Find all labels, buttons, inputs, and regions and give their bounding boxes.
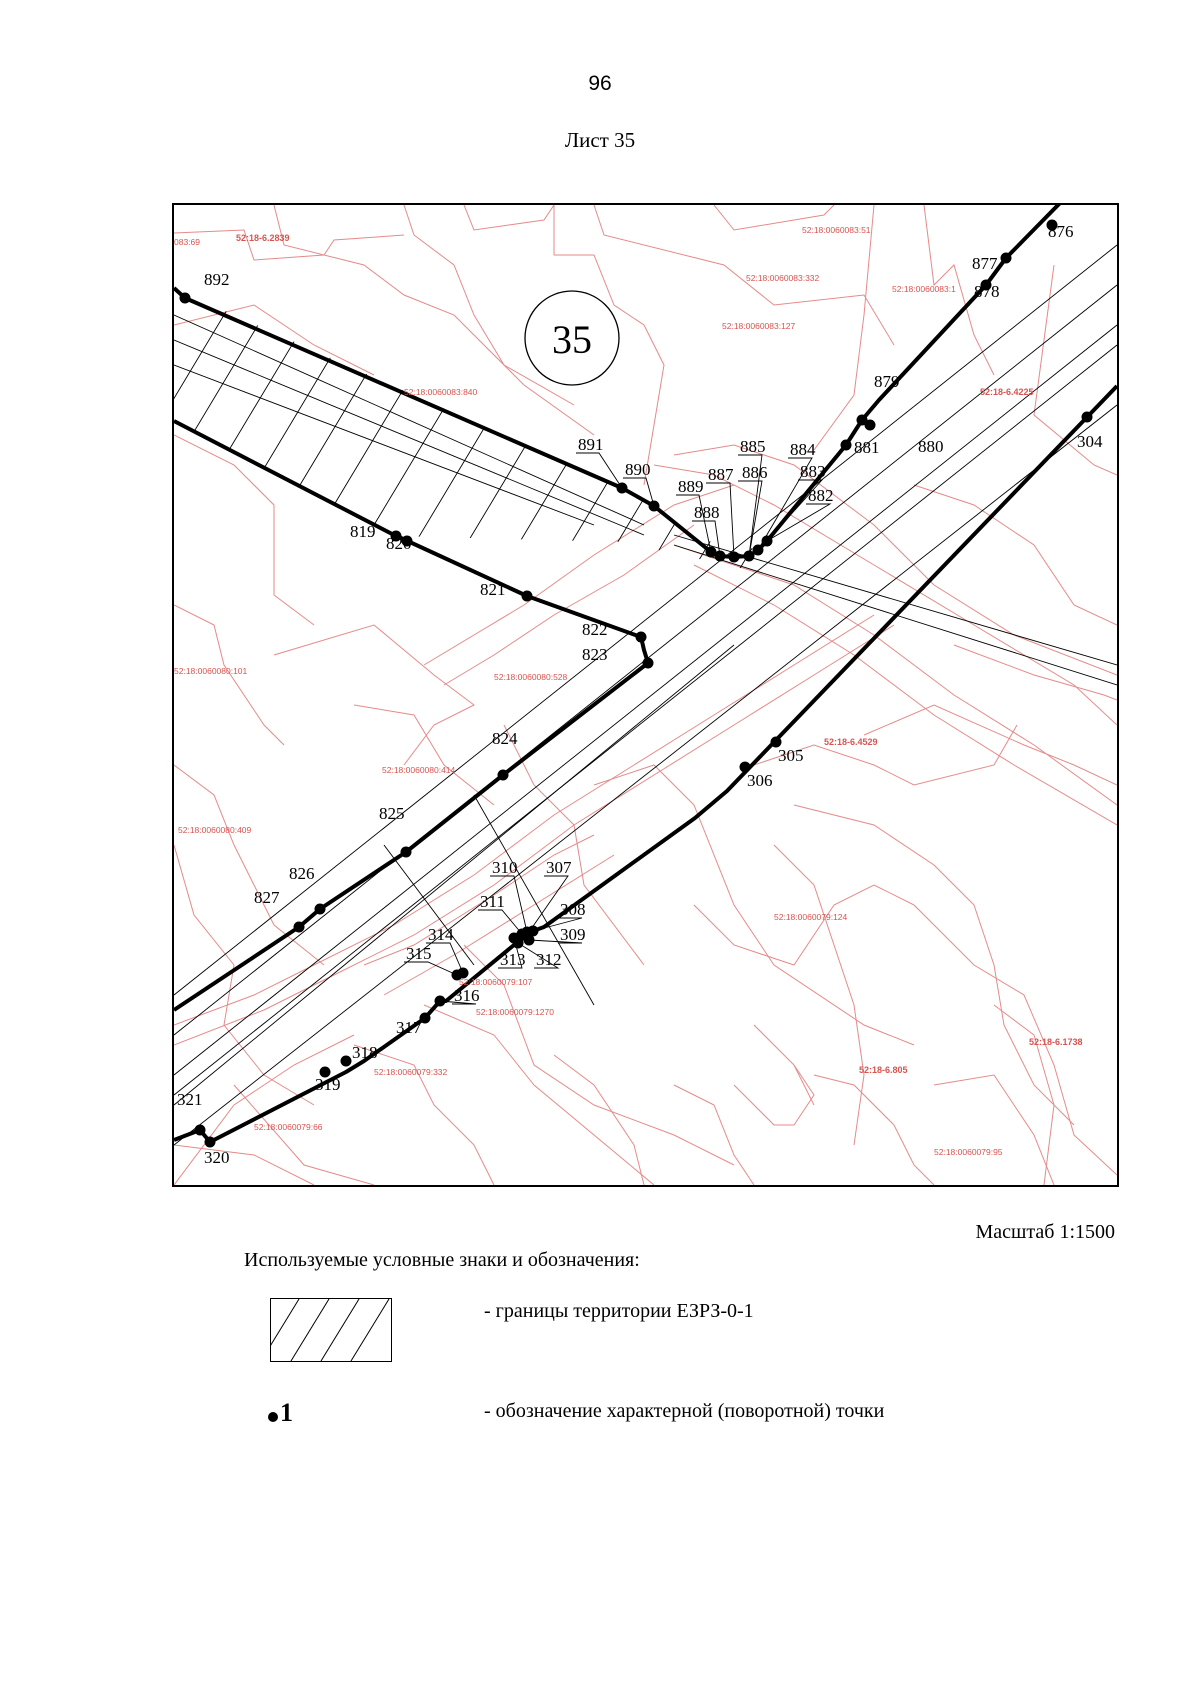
point-label: 889 [678, 477, 704, 496]
point-label: 885 [740, 437, 766, 456]
point-label: 311 [480, 892, 505, 911]
cadastral-label: 52:18:0060080:414 [382, 765, 456, 775]
point-label: 876 [1048, 222, 1074, 241]
cadastral-label: 52:18:0060079:332 [374, 1067, 448, 1077]
cadastral-label: 52:18:0060080:101 [174, 666, 248, 676]
cadastral-labels [174, 225, 1083, 1157]
point-label: 316 [454, 986, 480, 1005]
cadastral-label: 52:18:0060083:332 [746, 273, 820, 283]
point-label: 881 [854, 438, 880, 457]
point-label: 314 [428, 925, 454, 944]
legend-item-point: - обозначение характерной (поворотной) точки [484, 1400, 885, 1422]
point-labels [177, 222, 1103, 1167]
legend-title: Используемые условные знаки и обозначения: [244, 1249, 640, 1271]
point-label: 824 [492, 729, 518, 748]
point-label: 877 [972, 254, 998, 273]
sheet-title: Лист 35 [564, 128, 636, 152]
point-label: 320 [204, 1148, 230, 1167]
point-label: 309 [560, 925, 586, 944]
thin-boundary-lines [174, 245, 1117, 1145]
legend-item-boundary: - границы территории ЕЗРЗ-0-1 [484, 1300, 754, 1322]
cadastral-label: 52:18:0060079:1270 [476, 1007, 554, 1017]
point-label: 823 [582, 645, 608, 664]
vertex-markers [180, 220, 1093, 1148]
point-label: 888 [694, 503, 720, 522]
point-label: 884 [790, 440, 816, 459]
cadastral-label: 52:18:0060083:1 [892, 284, 956, 294]
map-frame [172, 203, 1119, 1187]
point-label: 306 [747, 771, 773, 790]
point-label: 313 [500, 950, 526, 969]
sheet-badge-label: 35 [552, 317, 592, 362]
page-number: 96 [588, 72, 612, 95]
cadastral-label: 52:18:0060083:127 [722, 321, 796, 331]
point-label: 308 [560, 900, 586, 919]
point-label: 315 [406, 944, 432, 963]
legend-point-number: 1 [280, 1398, 293, 1427]
cadastral-label: 52:18:0060079:95 [934, 1147, 1003, 1157]
point-dot-icon [268, 1412, 278, 1422]
cadastral-label: 52:18:0060079:66 [254, 1122, 323, 1132]
point-label: 890 [625, 460, 651, 479]
cadastral-label: 52:18-6.1738 [1029, 1037, 1083, 1047]
point-label: 891 [578, 435, 604, 454]
cadastral-label: 52:18-6.4529 [824, 737, 878, 747]
point-label: 825 [379, 804, 405, 823]
point-label: 317 [396, 1018, 422, 1037]
legend-hatch-swatch [270, 1298, 392, 1362]
point-label: 879 [874, 372, 900, 391]
point-label: 820 [386, 534, 412, 553]
point-label: 321 [177, 1090, 203, 1109]
point-label: 892 [204, 270, 230, 289]
point-label: 878 [974, 282, 1000, 301]
cadastral-parcels [174, 205, 1117, 1185]
map-canvas [174, 205, 1117, 1185]
cadastral-label: 52:18-6.2839 [236, 233, 290, 243]
point-label: 307 [546, 858, 572, 877]
point-label: 821 [480, 580, 506, 599]
point-label: 886 [742, 463, 768, 482]
point-label: 305 [778, 746, 804, 765]
legend-point-symbol [268, 1398, 293, 1428]
point-label: 310 [492, 858, 518, 877]
point-label: 318 [352, 1043, 378, 1062]
point-label: 882 [808, 486, 834, 505]
cadastral-label: 52:18:0060080:409 [178, 825, 252, 835]
cadastral-label: 52:18:0060080:528 [494, 672, 568, 682]
point-label: 827 [254, 888, 280, 907]
point-label: 304 [1077, 432, 1103, 451]
point-label: 880 [918, 437, 944, 456]
point-label: 819 [350, 522, 376, 541]
point-label: 887 [708, 465, 734, 484]
label-leaders [404, 453, 830, 1004]
cadastral-label: 083:69 [174, 237, 200, 247]
point-label: 826 [289, 864, 315, 883]
cadastral-label: 52:18:0060083:51 [802, 225, 871, 235]
point-label: 312 [536, 950, 562, 969]
point-label: 319 [315, 1075, 341, 1094]
scale-label: Масштаб 1:1500 [975, 1221, 1115, 1243]
cadastral-label: 52:18:0060079:124 [774, 912, 848, 922]
cadastral-label: 52:18:0060083:840 [404, 387, 478, 397]
point-label: 822 [582, 620, 608, 639]
point-label: 883 [800, 462, 826, 481]
cadastral-label: 52:18:0060079:107 [459, 977, 533, 987]
cadastral-label: 52:18-6.805 [859, 1065, 908, 1075]
cadastral-label: 52:18-6.4225 [980, 387, 1034, 397]
